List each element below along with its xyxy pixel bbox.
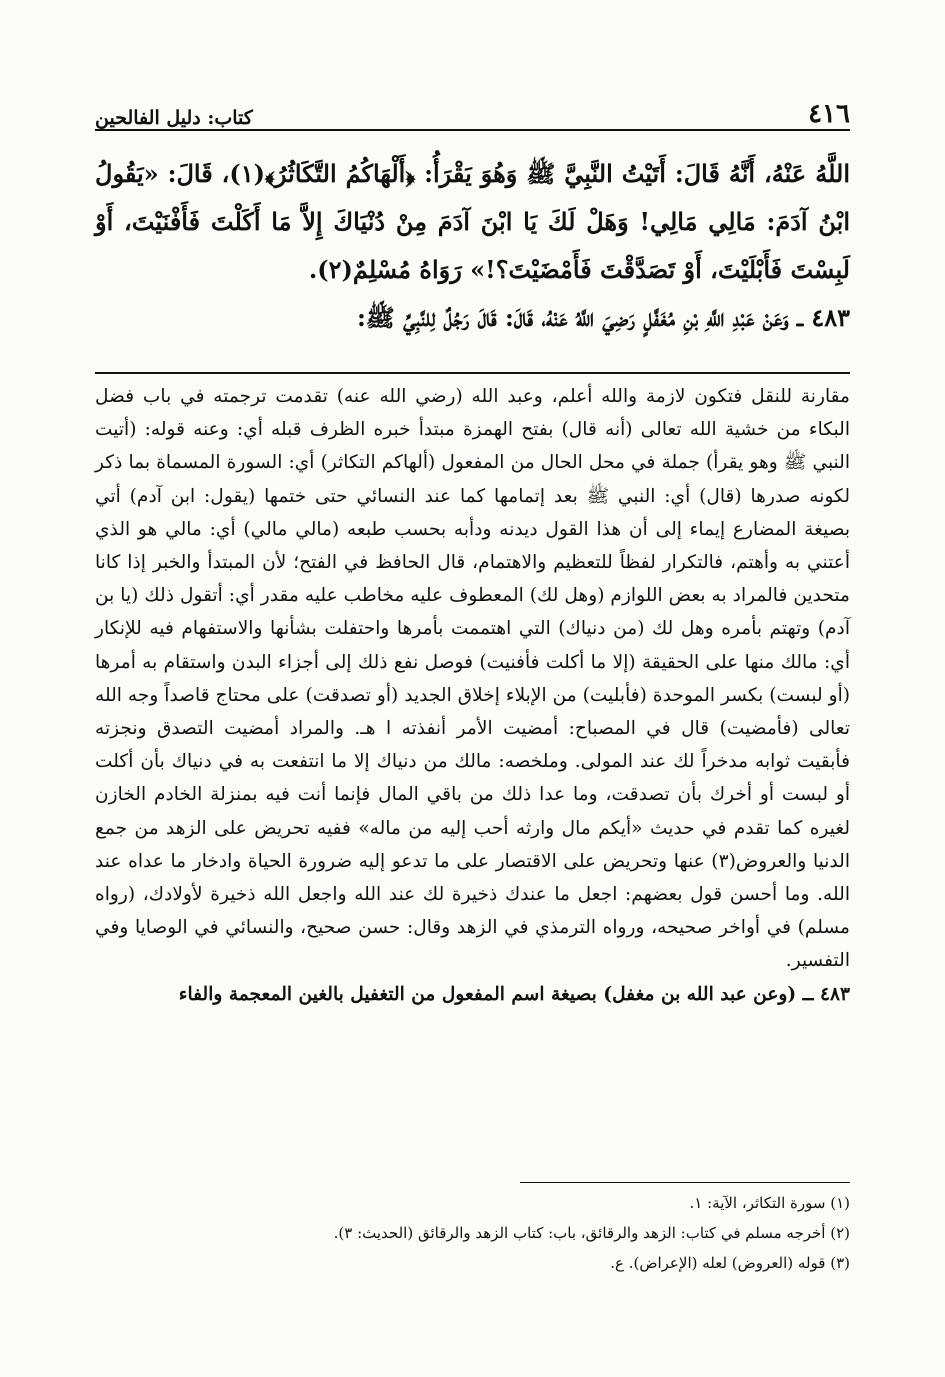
- page-header: [95, 95, 850, 131]
- commentary-483-start: ٤٨٣ ــ (وعن عبد الله بن مغفل) بصيغة اسم المفعول من التغفيل بالغين المعجمة والفاء: [178, 983, 850, 1005]
- footnote-3: (٣) قوله (العروض) لعله (الإعراض). ع.: [610, 1254, 850, 1272]
- hadith-text: [95, 150, 850, 342]
- hadith-483-start: ٤٨٣ ــ وَعَنْ عَبْدِ اللَّهِ بْنِ مُغَفَّلٍ رَضِيَ اللَّهُ عَنْهُ، قَالَ: قَالَ رَجُلٌ لِلنَّبِيِّ ﷺ:: [356, 303, 850, 332]
- footnote-1: (١) سورة التكاثر، الآية: ١.: [689, 1194, 850, 1212]
- footnotes: [95, 1188, 850, 1278]
- commentary-paragraph: مقارنة للنقل فتكون لازمة والله أعلم، وعبد الله (رضي الله عنه) تقدمت ترجمته في باب فضل البكاء من خشية الله تعالى (أنه قال) بفتح الهمزة مبتدأ خبره الظرف قبله أي: وعنه قوله: (أتيت النبي ﷺ وهو يقرأ) جملة في محل الحال من المفعول (ألهاكم التكاثر) أي: السورة المسماة بما ذكر لكونه صدرها (قال) أي: النبي ﷺ بعد إتمامها كما عند النسائي حتى ختمها (يقول: ابن آدم) أتي بصيغة المضارع إيماء إلى أن هذا القول ديدنه ودأبه بحسب طبعه (مالي مالي) أي: مالي هو الذي أعتني به وأهتم، فالتكرار لفظاً للتعظيم والاهتمام، قال الحافظ في الفتح؛ لأن المبتدأ والخبر إذا كانا متحدين فالمراد به بعض اللوازم (وهل لك) المعطوف عليه مخاطب عليه مقدر أي: أتقول ذلك (يا بن آدم) وتهتم بأمره وهل لك (من دنياك) التي اهتممت بأمرها واحتفلت بشأنها والاستفهام فيه للإنكار أي: مالك منها على الحقيقة (إلا ما أكلت فأفنيت) فوصل نفع ذلك إلى أجزاء البدن واستقام به أمرها (أو لبست) بكسر الموحدة (فأبليت) من الإبلاء إخلاق الجديد (أو تصدقت) على محتاج قاصداً وجه الله تعالى (فأمضيت) قال في المصباح: أمضيت الأمر أنفذته ا هـ. والمراد أمضيت التصدق ونجزته فأبقيت ثوابه مدخراً لك عند المولى. وملخصه: مالك من دنياك إلا ما انتفعت به في دنياك بأن أكلت أو لبست أو أخرك بأن تصدقت، وما عدا ذلك من باقي المال فإنما أنت فيه بمنزلة الخادم الخازن لغيره كما تقدم في حديث «أيكم مال وارثه أحب إليه من ماله» ففيه تحريض على الزهد من جمع الدنيا والعروض(٣) عنها وتحريض على الاقتصار على ما تدعو إليه ضرورة الحياة وادخار ما عداه عند الله. وما أحسن قول بعضهم: اجعل ما عندك ذخيرة لك عند الله واجعل الله ذخيرة لأولادك، (رواه مسلم) في أواخر صحيحه، ورواه الترمذي في الزهد وقال: حسن صحيح، والنسائي في الوصايا وفي التفسير.: [95, 386, 850, 972]
- footnote-2: (٢) أخرجه مسلم في كتاب: الزهد والرقائق، باب: كتاب الزهد والرقائق (الحديث: ٣).: [333, 1224, 850, 1242]
- page-number: ٤١٦: [808, 99, 850, 129]
- running-title: كتاب: دليل الفالحين: [95, 107, 253, 129]
- commentary-text: [95, 380, 850, 1011]
- hadith-paragraph: اللَّهُ عَنْهُ، أَنَّهُ قَالَ: أَتَيْتُ النَّبِيَّ ﷺ وَهُوَ يَقْرَأُ: ﴿أَلْهَاكُمُ التَّكَاثُرُ﴾(١)، قَالَ: «يَقُولُ ابْنُ آدَمَ: مَالِي مَالِي! وَهَلْ لَكَ يَا ابْنَ آدَمَ مِنْ دُنْيَاكَ إِلاَّ مَا أَكَلْتَ فَأَفْنَيْتَ، أَوْ لَبِسْتَ فَأَبْلَيْتَ، أَوْ تَصَدَّقْتَ فَأَمْضَيْتَ؟!» رَوَاهُ مُسْلِمٌ(٢).: [95, 159, 850, 284]
- footnote-divider: [520, 1182, 850, 1183]
- commentary-divider: [95, 372, 850, 374]
